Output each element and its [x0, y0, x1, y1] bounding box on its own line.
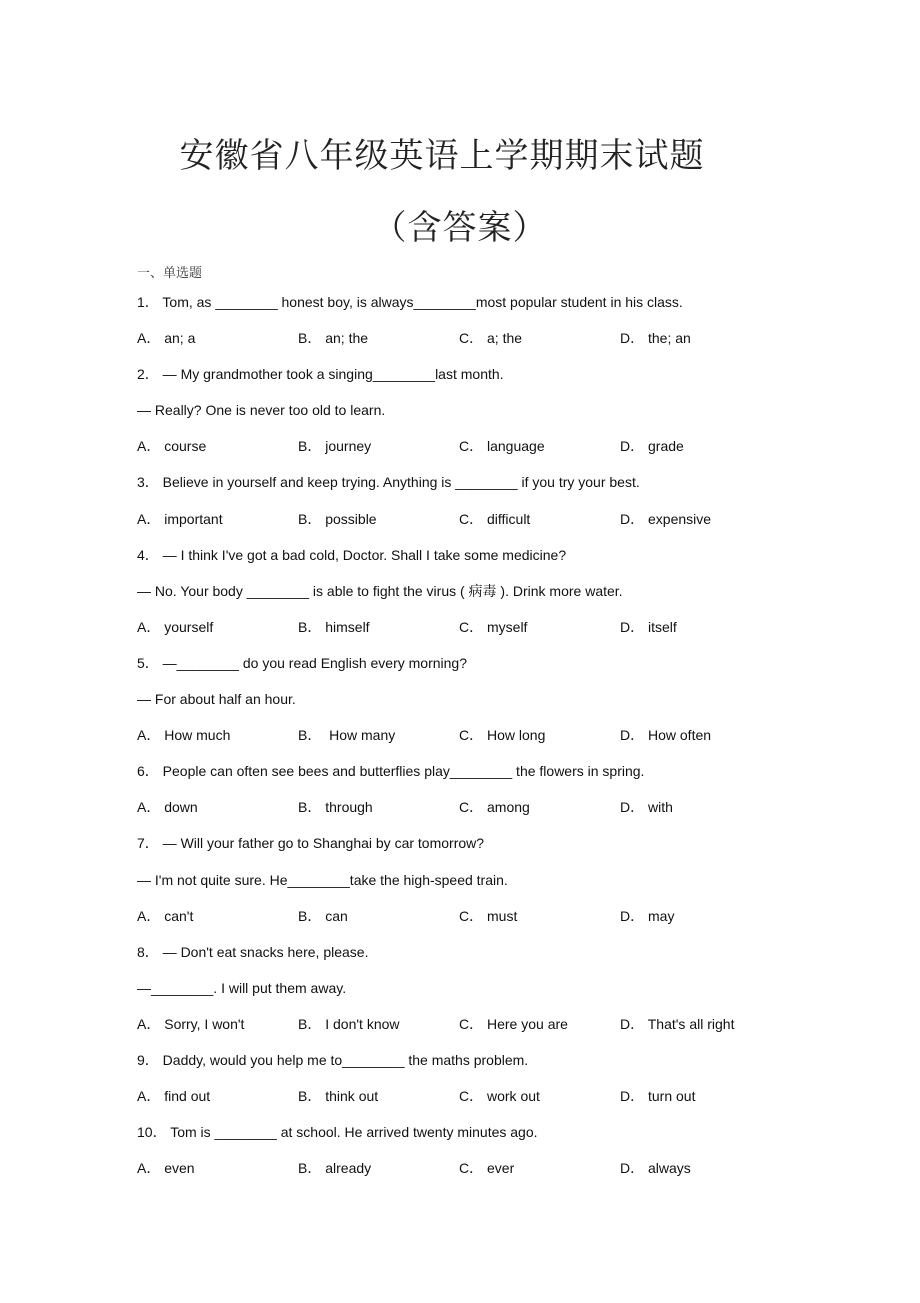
answer-option-a: A． important: [137, 510, 223, 527]
question-stem: 2． — My grandmother took a singing________last month.: [137, 366, 504, 383]
question-5: [137, 651, 837, 759]
document-title: 安徽省八年级英语上学期期末试题: [179, 136, 705, 176]
answer-option-d: D． itself: [620, 618, 677, 635]
answer-option-d: D． That's all right: [620, 1015, 735, 1032]
question-stem: 1． Tom, as ________ honest boy, is always________most popular student in his class.: [137, 294, 683, 310]
answer-options: [137, 1012, 837, 1048]
answer-option-b: B． journey: [298, 438, 372, 455]
question-10: [137, 1120, 837, 1192]
answer-option-c: C． among: [459, 799, 530, 816]
question-stem: 5． —________ do you read English every morning?: [137, 654, 467, 671]
answer-option-b: B． through: [298, 799, 373, 816]
answer-option-b: B． himself: [298, 618, 370, 635]
answer-option-b: B． can: [298, 907, 348, 924]
answer-option-a: A． can't: [137, 907, 194, 924]
answer-option-d: D． turn out: [620, 1088, 696, 1105]
answer-option-b: B． think out: [298, 1088, 379, 1105]
question-4: [137, 543, 837, 651]
question-3: [137, 470, 837, 542]
answer-option-d: D． always: [620, 1160, 691, 1177]
answer-options: [137, 1084, 837, 1120]
answer-option-c: C． How long: [459, 727, 546, 744]
question-9: [137, 1048, 837, 1120]
answer-options: [137, 507, 837, 543]
answer-option-d: D． expensive: [620, 510, 712, 527]
answer-option-c: C． a; the: [459, 330, 523, 347]
answer-option-c: C． Here you are: [459, 1015, 568, 1032]
answer-option-a: A． find out: [137, 1088, 211, 1105]
question-dialogue-line: —________. I will put them away.: [137, 979, 347, 996]
question-1: [137, 290, 837, 362]
question-dialogue-line: — Really? One is never too old to learn.: [137, 402, 386, 419]
answer-options: [137, 326, 837, 362]
question-stem: 4． — I think I've got a bad cold, Doctor. Shall I take some medicine?: [137, 546, 567, 563]
question-stem: 3． Believe in yourself and keep trying. Anything is ________ if you try your best.: [137, 474, 640, 491]
answer-options: [137, 904, 837, 940]
question-dialogue-line: — No. Your body ________ is able to fight the virus ( 病毒 ). Drink more water.: [137, 582, 623, 599]
answer-option-c: C． ever: [459, 1160, 515, 1177]
answer-option-d: D． with: [620, 799, 673, 816]
question-dialogue-line: — For about half an hour.: [137, 691, 296, 708]
answer-option-c: C． myself: [459, 618, 528, 635]
answer-option-a: A． down: [137, 799, 198, 816]
answer-options: [137, 723, 837, 759]
answer-option-a: A． course: [137, 438, 207, 455]
answer-option-c: C． work out: [459, 1088, 540, 1105]
question-dialogue-line: — I'm not quite sure. He________take the high-speed train.: [137, 871, 508, 888]
question-stem: 7． — Will your father go to Shanghai by car tomorrow?: [137, 835, 485, 852]
question-stem: 8． — Don't eat snacks here, please.: [137, 943, 369, 960]
question-stem: 9． Daddy, would you help me to________ the maths problem.: [137, 1051, 529, 1068]
question-8: [137, 940, 837, 1048]
answer-option-d: D． grade: [620, 438, 684, 455]
answer-option-d: D． the; an: [620, 330, 691, 347]
question-list: [137, 290, 837, 1192]
answer-option-b: B． I don't know: [298, 1015, 400, 1032]
question-2: [137, 362, 837, 470]
section-heading: 一、单选题: [137, 266, 203, 281]
answer-option-d: D． may: [620, 907, 675, 924]
question-6: [137, 759, 837, 831]
answer-option-a: A． even: [137, 1160, 195, 1177]
answer-option-b: B． already: [298, 1160, 372, 1177]
answer-option-b: B． How many: [298, 727, 396, 744]
answer-option-c: C． must: [459, 907, 518, 924]
question-stem: 6． People can often see bees and butterflies play________ the flowers in spring.: [137, 763, 645, 780]
answer-option-b: B． an; the: [298, 330, 369, 347]
answer-option-a: A． yourself: [137, 618, 214, 635]
question-stem: 10． Tom is ________ at school. He arrived twenty minutes ago.: [137, 1124, 538, 1141]
answer-option-a: A． How much: [137, 727, 231, 744]
answer-option-c: C． language: [459, 438, 545, 455]
answer-options: [137, 434, 837, 470]
answer-option-d: D． How often: [620, 727, 712, 744]
answer-options: [137, 615, 837, 651]
question-7: [137, 831, 837, 939]
answer-options: [137, 795, 837, 831]
answer-option-a: A． an; a: [137, 330, 196, 347]
answer-option-b: B． possible: [298, 510, 377, 527]
answer-option-c: C． difficult: [459, 510, 531, 527]
answer-options: [137, 1156, 837, 1192]
answer-option-a: A． Sorry, I won't: [137, 1015, 245, 1032]
document-subtitle: （含答案）: [372, 208, 548, 248]
